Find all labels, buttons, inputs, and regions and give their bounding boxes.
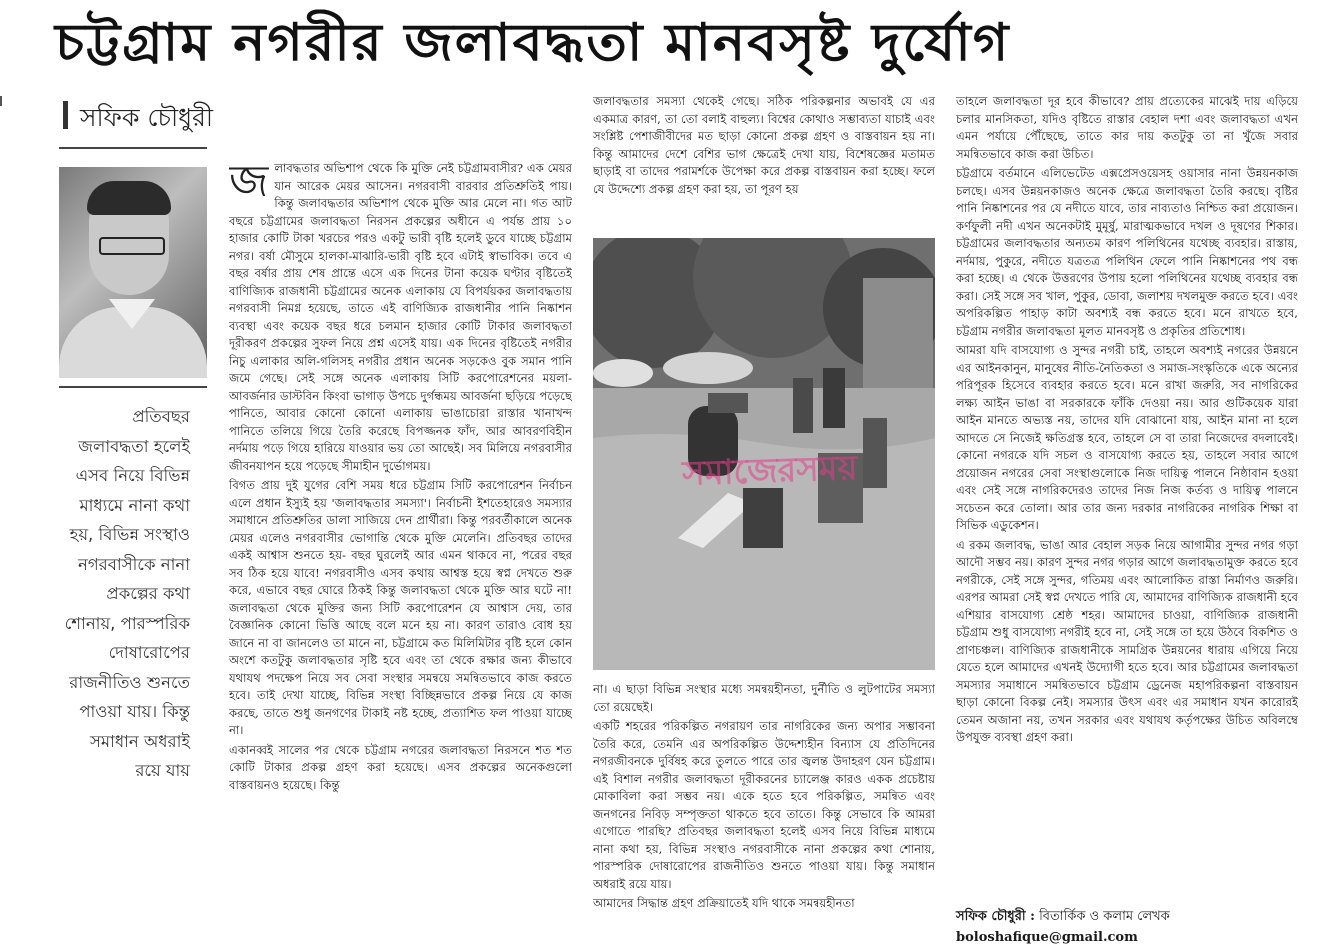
article-column-3: [956, 93, 1298, 901]
author-rule-bottom: [59, 386, 207, 388]
photo-watermark: সমাজেরসময়: [681, 447, 859, 495]
article-column-2-top: [593, 93, 935, 227]
flood-photo: [593, 238, 935, 670]
paragraph: এ রকম জলাবদ্ধ, ভাঙা আর বেহাল সড়ক নিয়ে আগামীর সুন্দর নগর গড়া আদৌ সম্ভব নয়। কারণ সুন্দর নগর গড়ার আগে জলাবদ্ধতামুক্ত করতে হবে নগরীকে, সেই সঙ্গে সুন্দর, গতিময় এবং আলোকিত রাস্তা নির্মাণও জরুরি। এরপর আমরা সেই স্বপ্ন দেখতে পারি যে, আমাদের বাণিজ্যিক রাজধানী হবে এশিয়ার বাসযোগ্য শ্রেষ্ঠ শহর। আমাদের চাওয়া, বাণিজ্যিক রাজধানী চট্টগ্রাম শুধু বাসযোগ্য নগরীই হবে না, সেই সঙ্গে তা হয়ে উঠবে বিকশিত ও প্রাণচঞ্চল। বাণিজ্যিক রাজধানীকে সামগ্রিক উন্নয়নের ধারায় এগিয়ে নিয়ে যেতে হলে আমাদের এখনই উদ্যোগী হতে হবে। আর চট্টগ্রামের জলাবদ্ধতা সমস্যার সমাধানে সমন্বিতভাবে চট্টগ্রাম ড্রেনেজ মহাপরিকল্পনা বাস্তবায়ন ছাড়া কোনো বিকল্প নেই। সমস্যার উৎস এবং এর সমাধান যখন কারোরই তেমন অজানা নয়, তখন সরকার এবং যথাযথ কর্তৃপক্ষের উচিত অবিলম্বে উপযুক্ত ব্যবস্থা গ্রহণ করা।: [956, 537, 1298, 744]
author-photo: [59, 167, 207, 378]
article-column-2-bottom: [593, 681, 935, 945]
paragraph: আমাদের সিদ্ধান্ত গ্রহণ প্রক্রিয়াতেই যদি থাকে সমন্বয়হীনতা: [593, 896, 855, 910]
signature-role: বিতার্কিক ও কলাম লেখক: [1039, 909, 1170, 924]
paragraph: আমরা যদি বাসযোগ্য ও সুন্দর নগরী চাই, তাহলে অবশ্যই নগরের উন্নয়নে এর আইনকানুন, মানুষের নীতি-নৈতিকতা ও সমাজ-সংস্কৃতিকে একে অন্যের পরিপূরক হিসেবে ব্যবহার করতে হবে। মনে রাখা জরুরি, সব নাগরিকের লক্ষ্য আইন ভাঙা বা সরকারকে ফাঁকি দেওয়া নয়। আর গুটিকয়েক যারা আইন মানতে অভ্যস্ত নয়, তাদের যদি বোঝানো যায়, আইন মানা না হলে আদতে সে নিজেই ক্ষতিগ্রস্ত হবে, তাহলে সে বা তারা নিজেদের বদলাবেই। কোনো নগরকে যদি সচল ও বাসযোগ্য করতে হয়, তাহলে সবার আগে প্রয়োজন নগরের সেবা সংস্থাগুলোকে নিজ দায়িত্ব পালনে নিষ্ঠাবান হওয়া এবং সেই সঙ্গে নাগরিকদেরও তাদের নিজ নিজ কর্তব্য ও দায়িত্ব পালনে সচেতন করে তোলা। আর তার জন্য দরকার নাগরিকের নাগরিক শিক্ষা বা সিভিক এডুকেশন।: [956, 343, 1298, 532]
byline: সফিক চৌধুরী: [80, 103, 214, 132]
paragraph: একানব্বই সালের পর থেকে চট্টগ্রাম নগরের জলাবদ্ধতা নিরসনে শত শত কোটি টাকার প্রকল্প গ্রহণ করা হয়েছে। এসব প্রকল্পের অনেকগুলো বাস্তবায়নও হয়েছে। কিন্তু: [229, 742, 572, 792]
pull-quote: প্রতিবছর জলাবদ্ধতা হলেই এসব নিয়ে বিভিন্ন মাধ্যমে নানা কথা হয়, বিভিন্ন সংস্থাও নগরবাসীকে নানা প্রকল্পের কথা শোনায়, পারস্পরিক দোষারোপের রাজনীতিও শুনতে পাওয়া যায়। কিন্তু সমাধান অধরাই রয়ে যায়: [64, 407, 190, 780]
byline-bar: [63, 101, 68, 129]
paragraph: বিগত প্রায় দুই যুগের বেশি সময় ধরে চট্টগ্রাম সিটি করপোরেশন নির্বাচন এলে প্রধান ইস্যুই হয় 'জলাবদ্ধতার সমস্যা'। নির্বাচনী ইশতেহারেও সমস্যার সমাধানে প্রতিশ্রুতির ডালা সাজিয়ে দেন প্রার্থীরা। কিন্তু পরবর্তীকালে অনেক মেয়র এলেও নগরবাসীর ভোগান্তি থেকে মুক্তি মেলেনি। প্রতিবছর তাদের একই আশ্বাস শুনতে হয়- বছর ঘুরলেই আর এমন থাকবে না, পরের বছর সব ঠিক হয়ে যাবে! নগরবাসীও এসব কথায় আশ্বস্ত হয়ে স্বপ্ন দেখতে শুরু করে, এভাবে বছর ঘোরে ঠিকই কিন্তু জলাবদ্ধতা থেকে মুক্তি আর ঘটে না! জলাবদ্ধতা থেকে মুক্তির জন্য সিটি করপোরেশন যে আশ্বাস দেয়, তার বৈজ্ঞানিক কোনো ভিত্তি আছে বলে মনে হয় না। কারণ তারাও বোধ হয় জানে না বা জানলেও তা মানে না, চট্টগ্রামে কত মিলিমিটার বৃষ্টি হলে কোন অংশে কতটুকু জলাবদ্ধতার সৃষ্টি হবে এবং তা থেকে রক্ষার জন্য কীভাবে যথাযথ পদক্ষেপ নিয়ে সব সেবা সংস্থার সমন্বয়ে সমন্বিতভাবে কাজ করতে হবে। তাই দেখা যাচ্ছে, বিভিন্ন সংস্থা বিচ্ছিন্নভাবে প্রকল্প নিয়ে যে কাজ করছে, তাতে শুধু জনগণের টাকাই নষ্ট হচ্ছে, প্রত্যাশিত ফল পাওয়া যাচ্ছে না।: [229, 478, 572, 737]
author-email: boloshafique@gmail.com: [956, 930, 1138, 945]
paragraph: চট্টগ্রামে বর্তমানে এলিভেটেড এক্সপ্রেসওয়েসহ ওয়াসার নানা উন্নয়নকাজ চলছে। এসব উন্নয়নকাজও অনেক ক্ষেত্রে জলাবদ্ধতা তৈরি করছে। বৃষ্টির পানি নিষ্কাশনের পর যে নদীতে যাবে, তার নাব্যতাও নিশ্চিত করা প্রয়োজন। কর্ণফুলী নদী এখন অনেকটাই মুমূর্ষু, মারাত্মকভাবে দখল ও দূষণের শিকার। চট্টগ্রামের জলাবদ্ধতার অন্যতম কারণ পলিথিনের যথেচ্ছ ব্যবহার। রাস্তায়, নর্দমায়, পুকুরে, নদীতে যত্রতত্র পলিথিন ফেলে পানি নিষ্কাশনের পথ বন্ধ করা হচ্ছে। এ থেকে উত্তরণের উপায় হলো পলিথিনের যথেচ্ছ ব্যবহার বন্ধ করা। সেই সঙ্গে সব খাল, পুকুর, ডোবা, জলাশয় দখলমুক্ত করতে হবে। এবং অপরিকল্পিত পাহাড় কাটা অবশ্যই বন্ধ করতে হবে। মনে রাখতে হবে, চট্টগ্রাম নগরীর জলাবদ্ধতা মূলত মানবসৃষ্ট ও প্রকৃতির প্রতিশোধ।: [956, 166, 1298, 338]
signature-name: সফিক চৌধুরী :: [956, 909, 1035, 924]
paragraph: একটি শহরের পরিকল্পিত নগরায়ণ তার নাগরিকের জন্য অপার সম্ভাবনা তৈরি করে, তেমনি এর অপরিকল্পিত উদ্দেশ্যহীন বিন্যাস যে প্রতিদিনের নগরজীবনকে দুর্বিষহ করে তুলতে পারে তার জ্বলন্ত উদাহরণ যেন চট্টগ্রাম। এই বিশাল নগরীর জলাবদ্ধতা দূরীকরনের চ্যালেঞ্জ কারও একক প্রচেষ্টায় মোকাবিলা করা সম্ভব নয়। একে হতে হবে পরিকল্পিত, সমন্বিত এবং জনগনের নিবিড় সম্পৃক্ততা থাকতে হবে তাতে। কিন্তু সেভাবে কি আমরা এগোতে পারছি? প্রতিবছর জলাবদ্ধতা হলেই এসব নিয়ে বিভিন্ন মাধ্যমে নানা কথা হয়, বিভিন্ন সংস্থাও নগরবাসীকে নানা প্রকল্পের কথা শোনায়, পারস্পরিক দোষারোপের রাজনীতিও শুনতে পাওয়া যায়। কিন্তু সমাধান অধরাই রয়ে যায়।: [593, 719, 935, 891]
author-rule-top: [59, 147, 207, 149]
drop-cap: জ: [229, 160, 269, 207]
article-column-1: [229, 160, 572, 942]
paragraph: না। এ ছাড়া বিভিন্ন সংস্থার মধ্যে সমন্বয়হীনতা, দুর্নীতি ও লুটপাটের সমস্যা তো রয়েছেই।: [593, 682, 935, 714]
headline: চট্টগ্রাম নগরীর জলাবদ্ধতা মানবসৃষ্ট দুর্যোগ: [55, 12, 1011, 73]
margin-mark: [0, 96, 2, 106]
paragraph: লাবদ্ধতার অভিশাপ থেকে কি মুক্তি নেই চট্টগ্রামবাসীর? এক মেয়র যান আরেক মেয়র আসেন। নগরবাসী বারবার প্রতিশ্রুতিই পায়। কিন্তু জলাবদ্ধতার অভিশাপ থেকে মুক্তি আর মেলে না। গত আট বছরে চট্টগ্রামের জলাবদ্ধতা নিরসন প্রকল্পের অধীনে এ পর্যন্ত প্রায় ১০ হাজার কোটি টাকা খরচের পরও একটু ভারী বৃষ্টি হলেই ডুবে যাচ্ছে চট্টগ্রাম নগর। বর্ষা মৌসুমে হালকা-মাঝারি-ভারী বৃষ্টি হবে এটাই স্বাভাবিক। তবে এ বছর বর্ষার প্রায় শেষ প্রান্তে এসে এক দিনের টানা কয়েক ঘণ্টার বৃষ্টিতেই বাণিজ্যিক রাজধানী চট্টগ্রামের অনেক এলাকায় যে বিপর্যয়কর জলাবদ্ধতায় নগরবাসী নিমগ্ন হয়েছে, তাতে এই বাণিজ্যিক রাজধানীর পানি নিষ্কাশন ব্যবস্থা এবং কয়েক বছর ধরে চলমান হাজার কোটি টাকার জলাবদ্ধতা দূরীকরণ প্রকল্পের সুফল নিয়ে প্রশ্ন এসেই যায়। এক দিনের বৃষ্টিতেই নগরীর নিচু এলাকার অলি-গলিসহ নগরীর প্রধান অনেক সড়কেও বুক সমান পানি জমে গেছে। সেই সঙ্গে অনেক এলাকায় সিটি করপোরেশনের ময়লা-আবর্জনার ডাস্টবিন কিংবা ভাগাড় উপচে দুর্গন্ধময় আবর্জনা ছড়িয়ে পড়েছে পানিতে, আবার কোনো কোনো এলাকায় ভাঙাচোরা রাস্তার খানাখন্দ পানিতে তলিয়ে গিয়ে তৈরি করেছে বিপজ্জনক ফাঁদ, আর আবরণবিহীন নর্দমায় পড়ে গিয়ে হারিয়ে যাওয়ার ভয় তো আছেই। সব মিলিয়ে নগরবাসীর জীবনযাপন হয়ে পড়েছে সীমাহীন দুর্ভোগময়।: [229, 161, 572, 473]
author-signature: [956, 906, 1298, 948]
paragraph: তাহলে জলাবদ্ধতা দূর হবে কীভাবে? প্রায় প্রত্যেকের মাঝেই দায় এড়িয়ে চলার মানসিকতা, যদিও বৃষ্টিতে রাস্তার বেহাল দশা এবং জলাবদ্ধতা এখন এমন পর্যায়ে পৌঁছেছে, তাতে কার দায় কতটুকু তা না খুঁজে সবার সমন্বিতভাবে কাজ করা উচিত।: [956, 94, 1298, 161]
paragraph: জলাবদ্ধতার সমস্যা থেকেই গেছে। সঠিক পরিকল্পনার অভাবই যে এর একমাত্র কারণ, তা তো বলাই বাহুল্য। বিশ্বের কোথাও সম্ভাব্যতা যাচাই এবং সংশ্লিষ্ট পেশাজীবীদের মত ছাড়া কোনো প্রকল্প গ্রহণ ও বাস্তবায়ন হয় না। কিন্তু আমাদের দেশে বেশির ভাগ ক্ষেত্রেই দেখা যায়, বিশেষজ্ঞের মতামত ছাড়াই বা তাদের পরামর্শকে উপেক্ষা করে প্রকল্প বাস্তবায়ন করা হচ্ছে। ফলে যে উদ্দেশ্যে প্রকল্প গ্রহণ করা হয়, তা পূরণ হয়: [593, 94, 935, 196]
